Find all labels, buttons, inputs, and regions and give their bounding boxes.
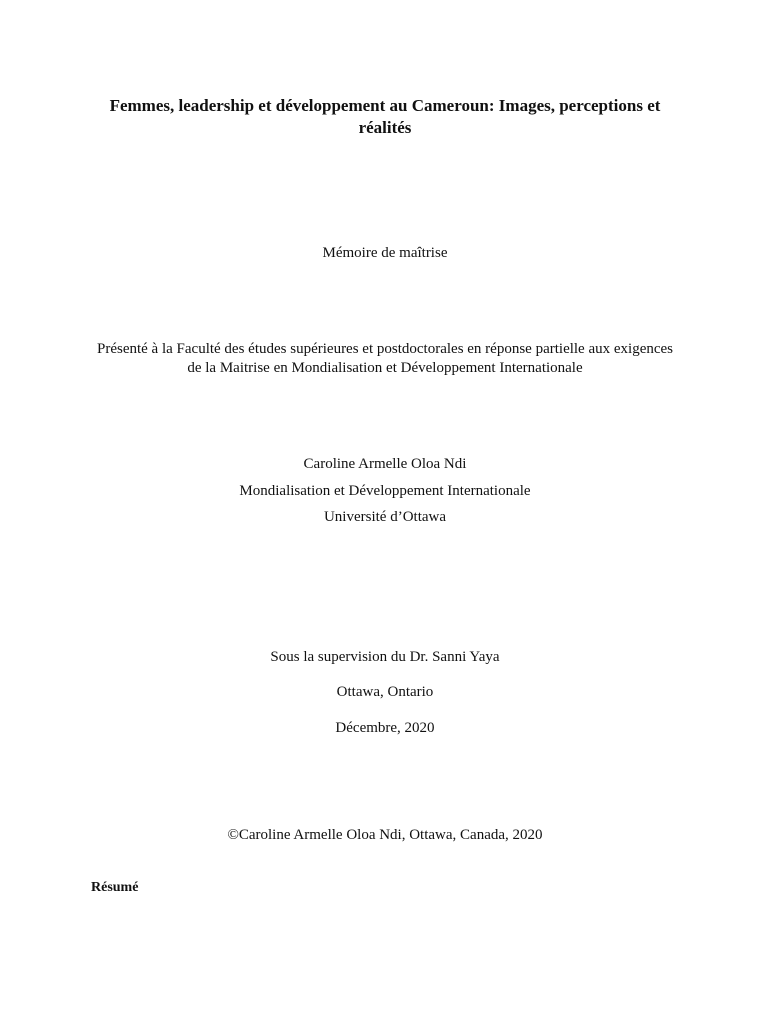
thesis-type: Mémoire de maîtrise: [322, 245, 448, 261]
presentation-line-2: de la Maitrise en Mondialisation et Développement Internationale: [187, 360, 583, 376]
copyright-notice: ©Caroline Armelle Oloa Ndi, Ottawa, Canada, 2020: [227, 827, 543, 843]
author-name: Caroline Armelle Oloa Ndi: [303, 456, 467, 472]
resume-heading: Résumé: [91, 880, 139, 895]
document-title: [60, 95, 710, 139]
supervisor: Sous la supervision du Dr. Sanni Yaya: [270, 649, 500, 665]
date: Décembre, 2020: [335, 720, 435, 736]
university-name: Université d’Ottawa: [323, 509, 447, 525]
location: Ottawa, Ontario: [336, 684, 434, 700]
title-line-2: réalités: [358, 118, 412, 137]
title-line-1: Femmes, leadership et développement au Cameroun: Images, perceptions et: [109, 96, 661, 115]
program-name: Mondialisation et Développement Internationale: [239, 483, 531, 499]
presentation-statement: [60, 340, 710, 378]
presentation-line-1: Présenté à la Faculté des études supérieures et postdoctorales en réponse partielle aux exigences: [96, 341, 674, 357]
